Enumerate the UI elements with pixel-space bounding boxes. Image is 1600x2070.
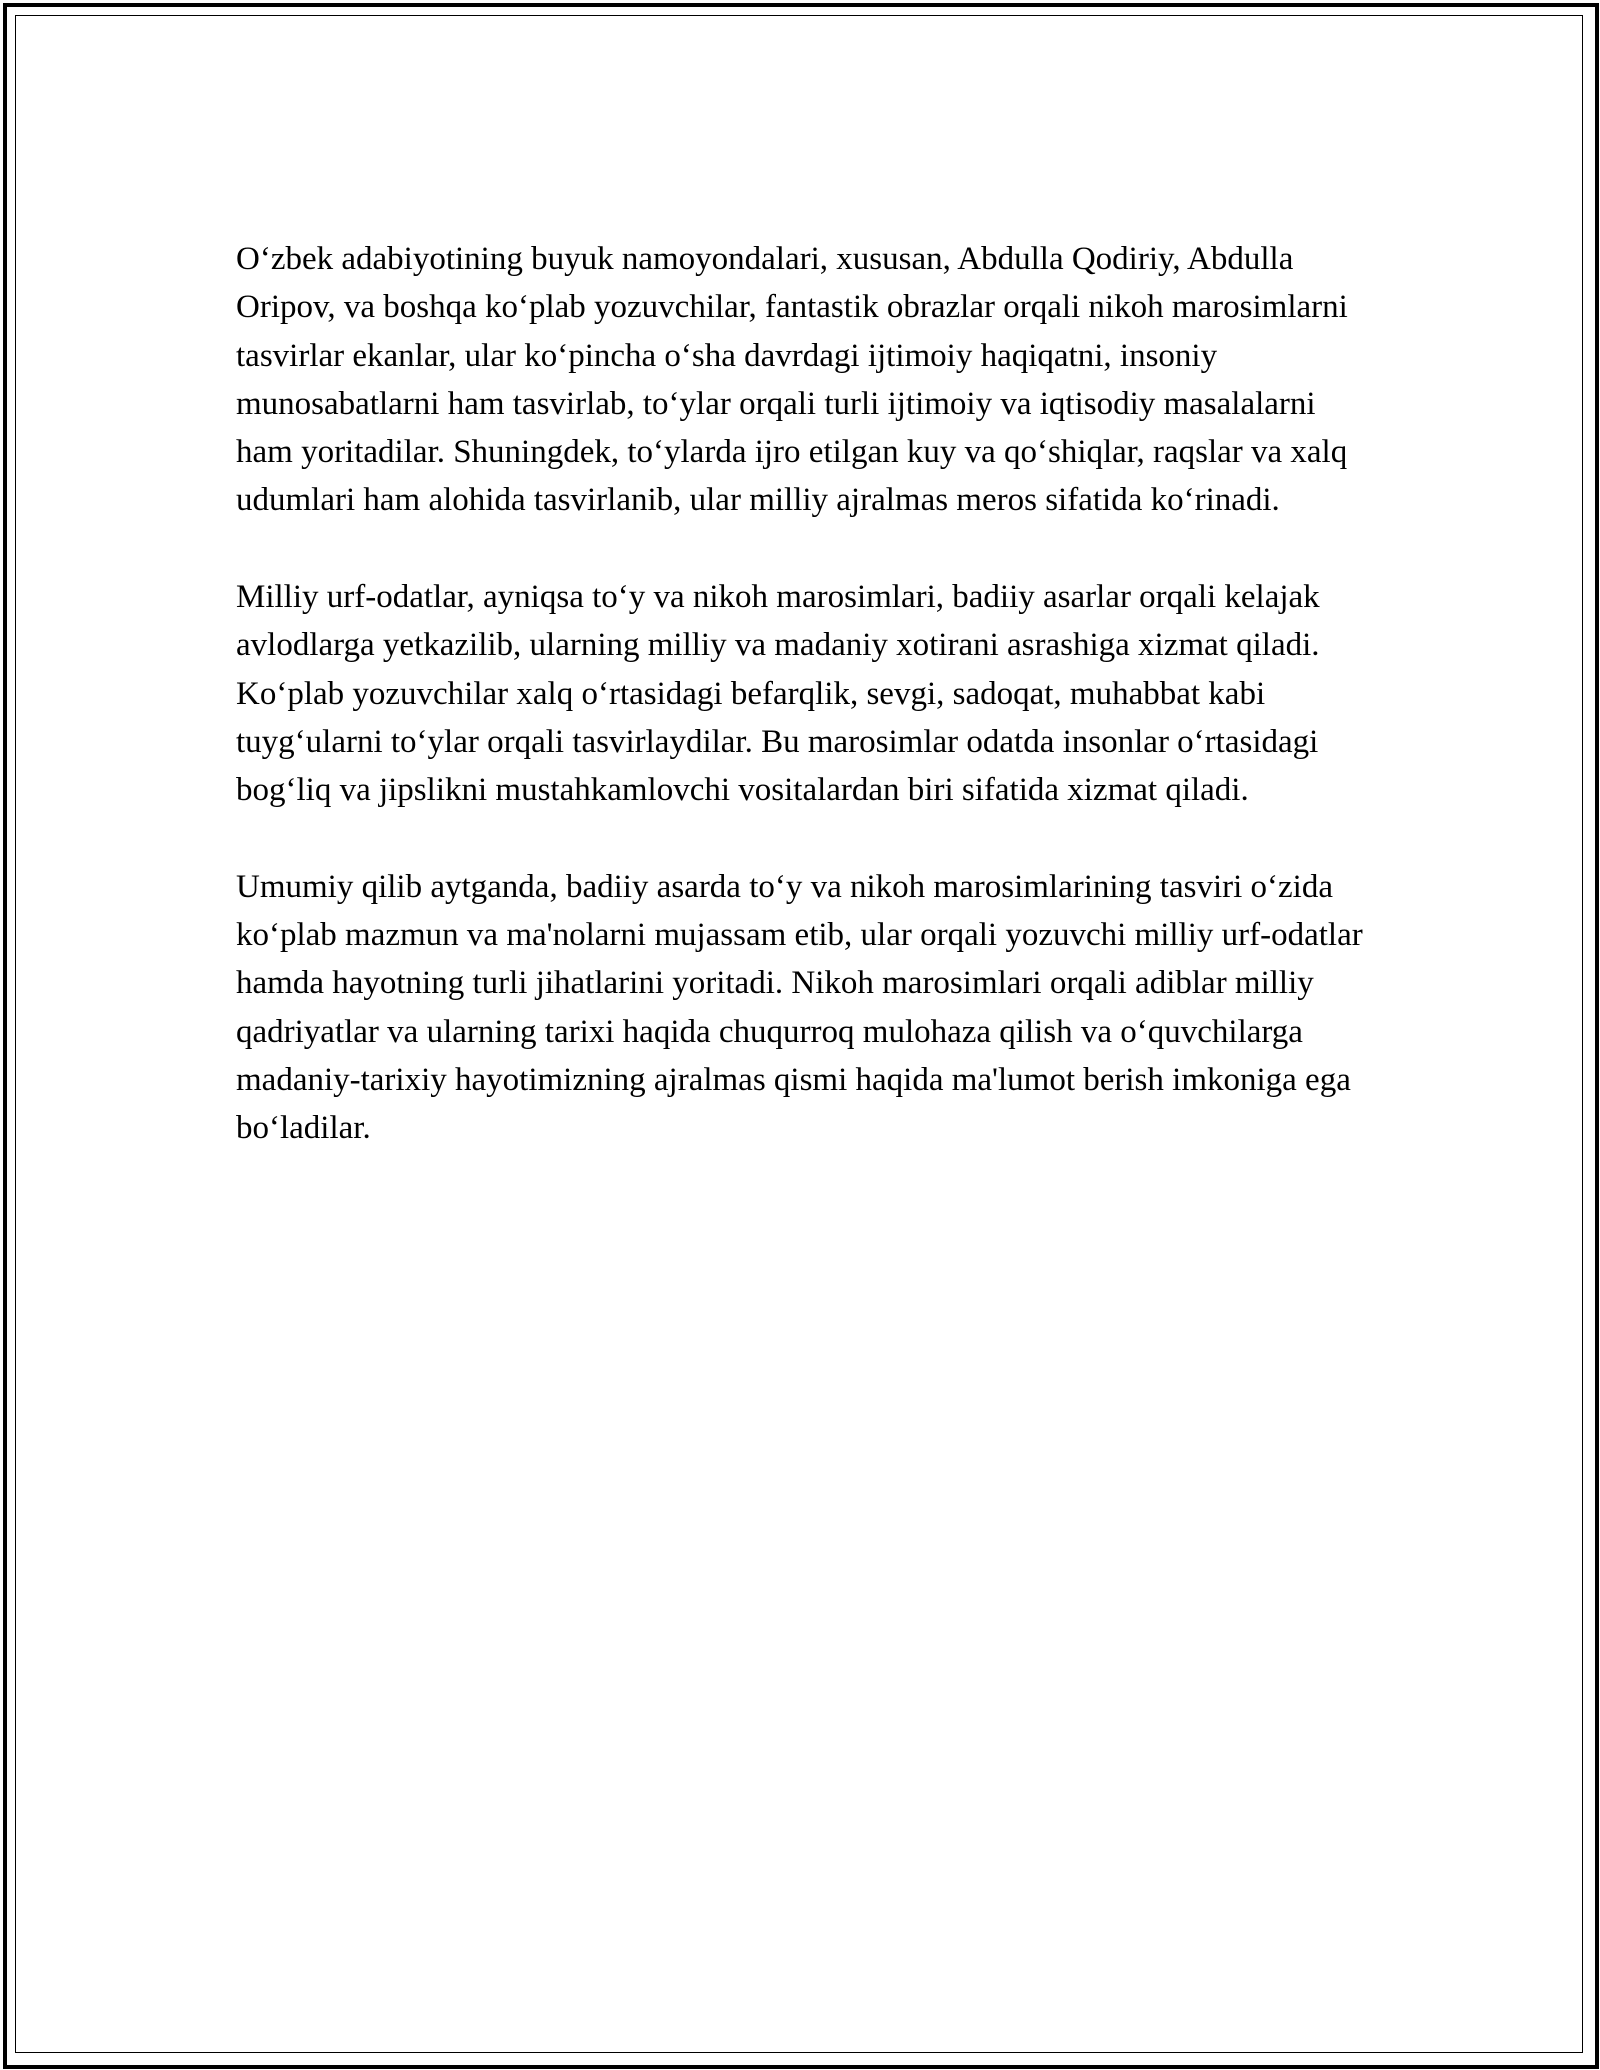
paragraph-1: O‘zbek adabiyotining buyuk namoyondalari, xususan, Abdulla Qodiriy, Abdulla Oripov, va boshqa ko‘plab yozuvchilar, fantastik obrazlar orqali nikoh marosimlarni tasvirlar ekanlar, ular ko‘pincha o‘sha davrdagi ijtimoiy haqiqatni, insoniy munosabatlarni ham tasvirlab, to‘ylar orqali turli ijtimoiy va iqtisodiy masalalarni ham yoritadilar. Shuningdek, to‘ylarda ijro etilgan kuy va qo‘shiqlar, raqslar va xalq udumlari ham alohida tasvirlanib, ular milliy ajralmas meros sifatida ko‘rinadi.	[236, 241, 1348, 519]
paragraph-2: Milliy urf-odatlar, ayniqsa to‘y va nikoh marosimlari, badiiy asarlar orqali kelajak avlodlarga yetkazilib, ularning milliy va madaniy xotirani asrashiga xizmat qiladi. Ko‘plab yozuvchilar xalq o‘rtasidagi befarqlik, sevgi, sadoqat, muhabbat kabi tuyg‘ularni to‘ylar orqali tasvirlaydilar. Bu marosimlar odatda insonlar o‘rtasidagi bog‘liq va jipslikni mustahkamlovchi vositalardan biri sifatida xizmat qiladi.	[236, 579, 1320, 809]
page-body	[236, 235, 1366, 1153]
paragraph-3: Umumiy qilib aytganda, badiiy asarda to‘y va nikoh marosimlarining tasviri o‘zida ko‘plab mazmun va ma'nolarni mujassam etib, ular orqali yozuvchi milliy urf-odatlar hamda hayotning turli jihatlarini yoritadi. Nikoh marosimlari orqali adiblar milliy qadriyatlar va ularning tarixi haqida chuqurroq mulohaza qilish va o‘quvchilarga madaniy-tarixiy hayotimizning ajralmas qismi haqida ma'lumot berish imkoniga ega bo‘ladilar.	[236, 868, 1363, 1147]
